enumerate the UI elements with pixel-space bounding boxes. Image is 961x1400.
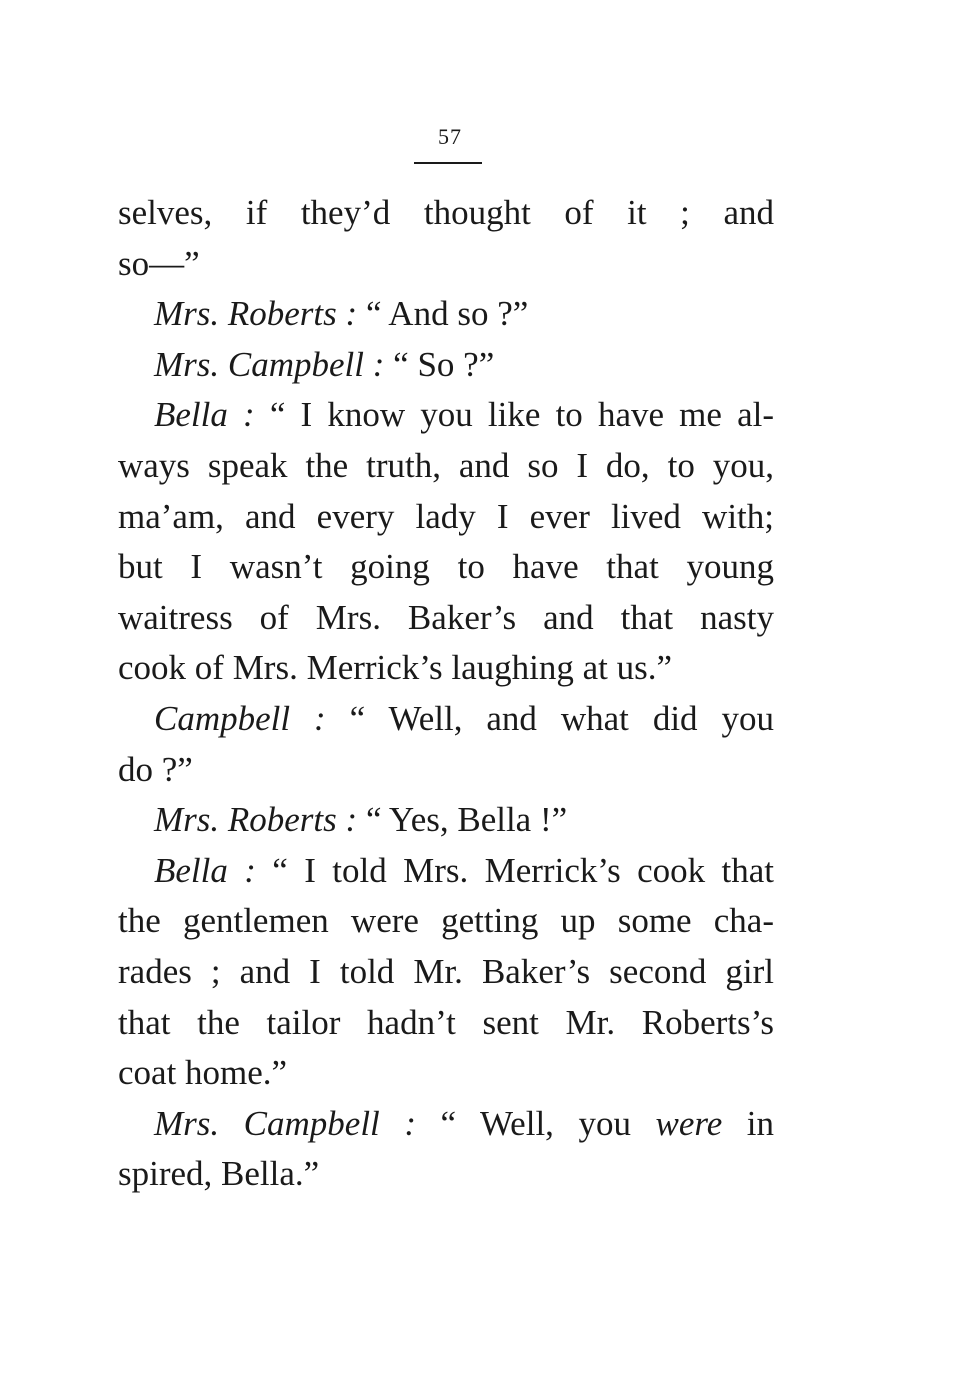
line-text: but I wasn’t going to have that young [118, 547, 774, 587]
line-text: do ?” [118, 749, 193, 789]
speaker-label: Bella : [154, 395, 255, 435]
text-line [118, 896, 774, 947]
line-text: coat home.” [118, 1053, 288, 1093]
text-line [118, 643, 774, 694]
line-text: the gentlemen were getting up some cha- [118, 901, 774, 941]
line-text: selves, if they’d thought of it ; and [118, 193, 774, 232]
speaker-label: Mrs. Roberts : [154, 800, 358, 840]
line-text: “ Yes, Bella !” [357, 800, 568, 840]
emphasis-word: were [655, 1103, 723, 1143]
line-text: in [722, 1103, 775, 1143]
line-text: rades ; and I told Mr. Baker’s second girl [118, 951, 774, 991]
line-text: that the tailor hadn’t sent Mr. Roberts’s [118, 1002, 774, 1042]
speaker-label: Bella : [154, 850, 256, 890]
line-text: “ I know you like to have me al- [254, 395, 774, 435]
line-text: ma’am, and every lady I ever lived with; [118, 496, 774, 536]
text-line [118, 542, 774, 593]
speaker-label: Campbell : [154, 698, 326, 738]
text-line [118, 289, 774, 340]
text-line [118, 340, 774, 391]
text-line [118, 1048, 774, 1099]
text-line [118, 593, 774, 644]
text-line: spired, Bella.” [118, 1154, 320, 1194]
line-text: waitress of Mrs. Baker’s and that nasty [118, 597, 774, 637]
speaker-label: Mrs. Roberts : [154, 294, 358, 334]
text-line [118, 745, 774, 796]
text-line [118, 441, 774, 492]
text-line [118, 492, 774, 543]
text-line [118, 998, 774, 1049]
line-text: “ I told Mrs. Merrick’s cook that [255, 850, 774, 890]
line-text: ways speak the truth, and so I do, to you, [118, 445, 774, 485]
dialogue-text [118, 188, 774, 1200]
text-line [118, 846, 774, 897]
text-line [118, 694, 774, 745]
text-line [118, 188, 774, 239]
page-number-rule [414, 162, 482, 164]
line-text: “ Well, you [415, 1103, 656, 1143]
text-line [118, 239, 774, 290]
line-text: so—” [118, 243, 200, 283]
text-line [118, 390, 774, 441]
text-line [118, 1099, 774, 1150]
text-line [118, 795, 774, 846]
line-text: “ So ?” [384, 344, 495, 384]
speaker-label: Mrs. Campbell : [154, 1103, 416, 1143]
page-number: 57 [438, 124, 462, 149]
line-text: “ Well, and what did you [325, 698, 774, 738]
lines-container [118, 188, 774, 1099]
text-line [118, 947, 774, 998]
line-text: cook of Mrs. Merrick’s laughing at us.” [118, 648, 673, 688]
line-text: “ And so ?” [357, 294, 529, 334]
speaker-label: Mrs. Campbell : [154, 344, 385, 384]
